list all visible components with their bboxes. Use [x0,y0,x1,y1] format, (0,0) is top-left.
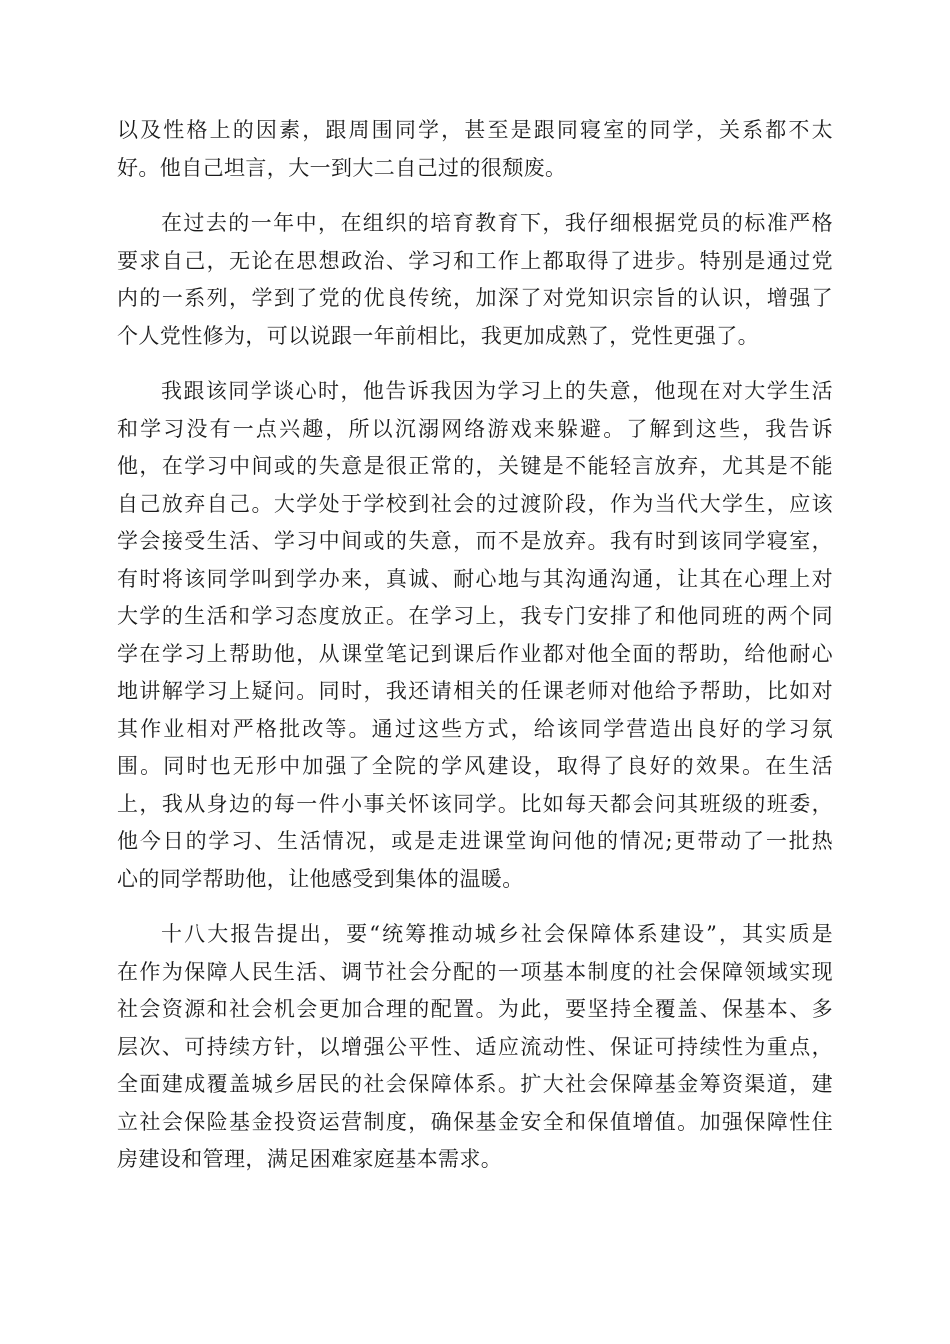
text-line: 层次、可持续方针，以增强公平性、适应流动性、保证可持续性为重点， [117,1034,833,1059]
text-line: 其作业相对严格批改等。通过这些方式，给该同学营造出良好的学习氛 [117,716,833,741]
text-line: 内的一系列，学到了党的优良传统，加深了对党知识宗旨的认识，增强了 [117,286,833,310]
body-text [117,112,833,1197]
text-line: 地讲解学习上疑问。同时，我还请相关的任课老师对他给予帮助，比如对 [117,679,833,703]
text-line: 以及性格上的因素，跟周围同学，甚至是跟同寝室的同学，关系都不太 [117,118,833,142]
text-line: 围。同时也无形中加强了全院的学风建设，取得了良好的效果。在生活 [117,754,833,778]
paragraph-3 [117,373,833,898]
text-line: 房建设和管理，满足困难家庭基本需求。 [117,1147,503,1171]
text-line: 在过去的一年中，在组织的培育教育下，我仔细根据党员的标准严格 [161,211,833,235]
paragraph-2 [117,205,833,355]
text-line: 我跟该同学谈心时，他告诉我因为学习上的失意，他现在对大学生活 [161,379,833,403]
text-line: 自己放弃自己。大学处于学校到社会的过渡阶段，作为当代大学生，应该 [117,491,833,516]
text-line: 上，我从身边的每一件小事关怀该同学。比如每天都会问其班级的班委， [117,791,833,816]
paragraph-1 [117,112,833,187]
text-line: 立社会保险基金投资运营制度，确保基金安全和保值增值。加强保障性住 [117,1109,833,1134]
text-line: 学在学习上帮助他，从课堂笔记到课后作业都对他全面的帮助，给他耐心 [117,641,833,666]
text-line: 好。他自己坦言，大一到大二自己过的很颓废。 [117,155,567,180]
paragraph-4 [117,916,833,1179]
text-line: 全面建成覆盖城乡居民的社会保障体系。扩大社会保障基金筹资渠道，建 [117,1072,833,1096]
text-line: 心的同学帮助他，让他感受到集体的温暖。 [117,866,524,891]
text-line: 在作为保障人民生活、调节社会分配的一项基本制度的社会保障领域实现 [117,959,833,984]
text-line: 学会接受生活、学习中间或的失意，而不是放弃。我有时到该同学寝室， [117,529,833,553]
text-line: 有时将该同学叫到学办来，真诚、耐心地与其沟通沟通，让其在心理上对 [117,566,833,591]
text-line: 他，在学习中间或的失意是很正常的，关键是不能轻言放弃，尤其是不能 [117,454,833,478]
text-line: 大学的生活和学习态度放正。在学习上，我专门安排了和他同班的两个同 [117,604,833,628]
text-line: 和学习没有一点兴趣，所以沉溺网络游戏来躲避。了解到这些，我告诉 [117,416,833,441]
text-line: 社会资源和社会机会更加合理的配置。为此，要坚持全覆盖、保基本、多 [117,997,833,1021]
text-line: 要求自己，无论在思想政治、学习和工作上都取得了进步。特别是通过党 [117,248,833,273]
text-line: 他今日的学习、生活情况，或是走进课堂询问他的情况;更带动了一批热 [117,829,833,853]
text-line: 个人党性修为，可以说跟一年前相比，我更加成熟了，党性更强了。 [117,323,759,348]
text-line: 十八大报告提出，要“统筹推动城乡社会保障体系建设”，其实质是 [161,922,833,946]
